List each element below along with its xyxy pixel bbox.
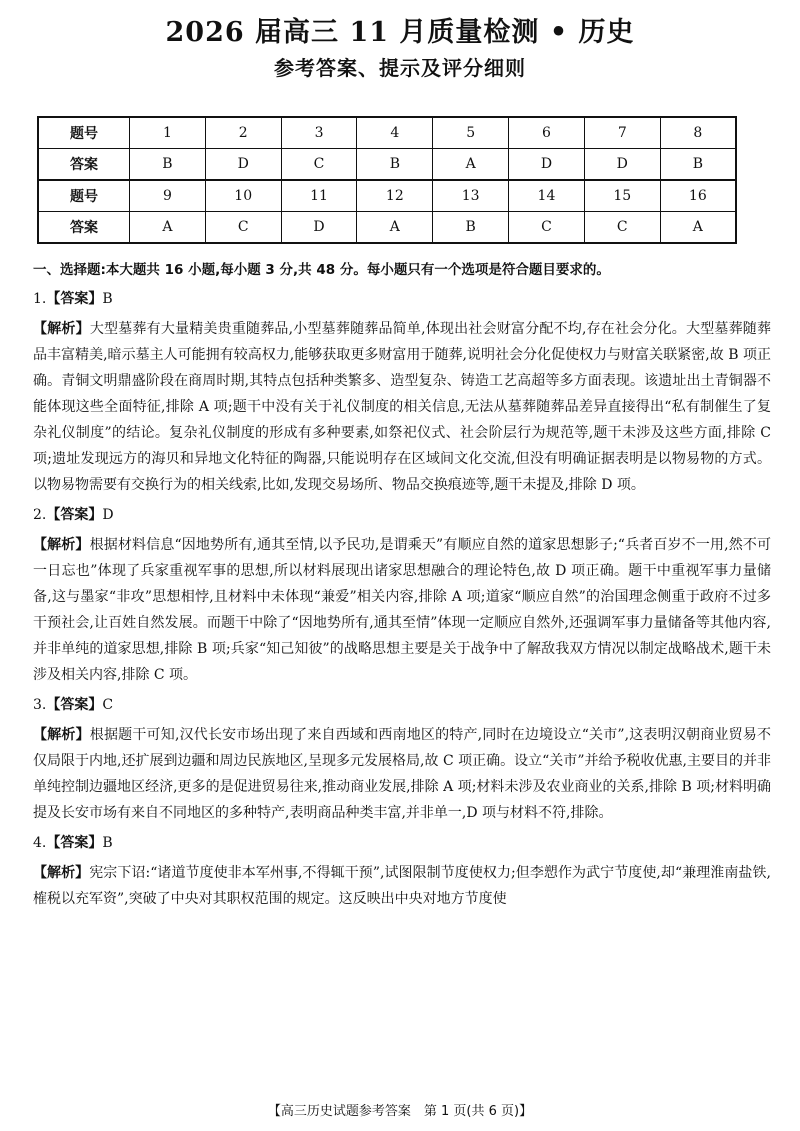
table-row [38, 117, 736, 149]
answer-cell: A [660, 212, 736, 244]
explanation-paragraph [33, 860, 771, 912]
question-number-label: 题号 [38, 180, 130, 212]
question-number: 2. [33, 507, 47, 523]
explanation-text: 根据题干可知,汉代长安市场出现了来自西域和西南地区的特产,同时在边境设立“关市”,这表明汉朝商业贸易不仅局限于内地,还扩展到边疆和周边民族地区,呈现多元发展格局,故 C 项正确。设立“关市”并给予税收优惠,主要目的并非单纯控制边疆地区经济,更多的是促进贸易往来,推动商业发展,排除 A 项;材料未涉及农业商业的关系,排除 B 项;材料明确提及长安市场有来自不同地区的多种特产,表明商品种类丰富,并非单一,D 项与材料不符,排除。 [33, 727, 771, 821]
question-number-cell: 9 [130, 180, 206, 212]
question-number-cell: 1 [130, 117, 206, 149]
answer-value: B [102, 835, 113, 851]
answer-cell: A [433, 149, 509, 181]
question-number-cell: 5 [433, 117, 509, 149]
section-heading: 一、选择题:本大题共 16 小题,每小题 3 分,共 48 分。每小题只有一个选项是符合题目要求的。 [33, 262, 610, 278]
question-number-cell: 6 [509, 117, 585, 149]
explanation-text: 大型墓葬有大量精美贵重随葬品,小型墓葬随葬品简单,体现出社会财富分配不均,存在社会分化。大型墓葬随葬品丰富精美,暗示墓主人可能拥有较高权力,能够获取更多财富用于随葬,说明社会分化促使权力与财富关联紧密,故 B 项正确。青铜文明鼎盛阶段在商周时期,其特点包括种类繁多、造型复杂、铸造工艺高超等多方面表现。该遗址出土青铜器不能体现这些全面特征,排除 A 项;题干中没有关于礼仪制度的相关信息,无法从墓葬随葬品差异直接得出“私有制催生了复杂礼仪制度”的结论。复杂礼仪制度的形成有多种要素,如祭祀仪式、社会阶层行为规范等,题干未涉及这些方面,排除 C 项;遗址发现远方的海贝和异地文化特征的陶器,只能说明存在区域间文化交流,但没有明确证据表明是以物易物的方式。以物易物需要有交换行为的相关线索,比如,发现交易场所、物品交换痕迹等,题干未提及,排除 D 项。 [33, 321, 771, 493]
question-number: 1. [33, 291, 47, 307]
answer-label: 答案 [38, 212, 130, 244]
answer-cell: C [509, 212, 585, 244]
question-number-cell: 13 [433, 180, 509, 212]
explanation-tag: 【解析】 [33, 537, 90, 553]
answer-line [33, 832, 771, 854]
answer-value: C [102, 697, 114, 713]
answer-tag: 【答案】 [46, 507, 103, 523]
answer-value: B [102, 291, 113, 307]
question-number-cell: 3 [281, 117, 357, 149]
answer-label: 答案 [38, 149, 130, 181]
explanation-tag: 【解析】 [33, 727, 90, 743]
question-number-cell: 2 [205, 117, 281, 149]
question-number-cell: 14 [509, 180, 585, 212]
question-number-cell: 15 [584, 180, 660, 212]
explanation-text: 根据材料信息“因地势所有,通其至情,以予民功,是谓乘天”有顺应自然的道家思想影子;“兵者百岁不一用,然不可一日忘也”体现了兵家重视军事的思想,所以材料展现出诸家思想融合的理论特色,故 D 项正确。题干中重视军事力量储备,这与墨家“非攻”思想相悖,且材料中未体现“兼爱”相关内容,排除 A 项;道家“顺应自然”的治国理念侧重于政府不过多干预社会,让百姓自然发展。而题干中除了“因地势所有,通其至情”体现一定顺应自然外,还强调军事力量储备等其他内容,并非单纯的道家思想,排除 B 项;兵家“知己知彼”的战略思想主要是关于战争中了解敌我双方情况以制定战略战术,题干未涉及相关内容,排除 C 项。 [33, 537, 771, 683]
page-subtitle: 参考答案、提示及评分细则 [274, 56, 526, 80]
answer-cell: B [357, 149, 433, 181]
table-row [38, 149, 736, 181]
answer-tag: 【答案】 [46, 835, 103, 851]
question-number-cell: 12 [357, 180, 433, 212]
answer-line [33, 288, 771, 310]
table-row [38, 212, 736, 244]
answer-line [33, 504, 771, 526]
answer-line [33, 694, 771, 716]
answer-cell: D [205, 149, 281, 181]
table-row [38, 180, 736, 212]
answer-cell: D [281, 212, 357, 244]
question-number-cell: 10 [205, 180, 281, 212]
question-number: 3. [33, 697, 47, 713]
answer-tag: 【答案】 [46, 697, 103, 713]
explanation-tag: 【解析】 [33, 865, 90, 881]
question-number-cell: 4 [357, 117, 433, 149]
question-number: 4. [33, 835, 47, 851]
answer-table [37, 116, 737, 244]
question-number-label: 题号 [38, 117, 130, 149]
answer-cell: B [433, 212, 509, 244]
page-footer: 【高三历史试题参考答案 第 1 页(共 6 页)】 [267, 1104, 533, 1119]
explanation-text: 宪宗下诏:“诸道节度使非本军州事,不得辄干预”,试图限制节度使权力;但李愬作为武宁节度使,却“兼理淮南盐铁,榷税以充军资”,突破了中央对其职权范围的规定。这反映出中央对地方节度使 [33, 865, 771, 907]
explanation-tag: 【解析】 [33, 321, 90, 337]
answer-cell: C [584, 212, 660, 244]
answer-cell: D [584, 149, 660, 181]
question-number-cell: 16 [660, 180, 736, 212]
answer-cell: C [281, 149, 357, 181]
answer-cell: C [205, 212, 281, 244]
answer-value: D [102, 507, 114, 523]
question-number-cell: 7 [584, 117, 660, 149]
answers-content [33, 288, 771, 918]
explanation-paragraph [33, 722, 771, 826]
question-number-cell: 11 [281, 180, 357, 212]
question-number-cell: 8 [660, 117, 736, 149]
explanation-paragraph [33, 532, 771, 688]
answer-cell: A [130, 212, 206, 244]
answer-cell: A [357, 212, 433, 244]
answer-cell: B [130, 149, 206, 181]
answer-cell: D [509, 149, 585, 181]
answer-tag: 【答案】 [46, 291, 103, 307]
answer-cell: B [660, 149, 736, 181]
page-title: 2026 届高三 11 月质量检测 • 历史 [165, 17, 635, 48]
explanation-paragraph [33, 316, 771, 498]
